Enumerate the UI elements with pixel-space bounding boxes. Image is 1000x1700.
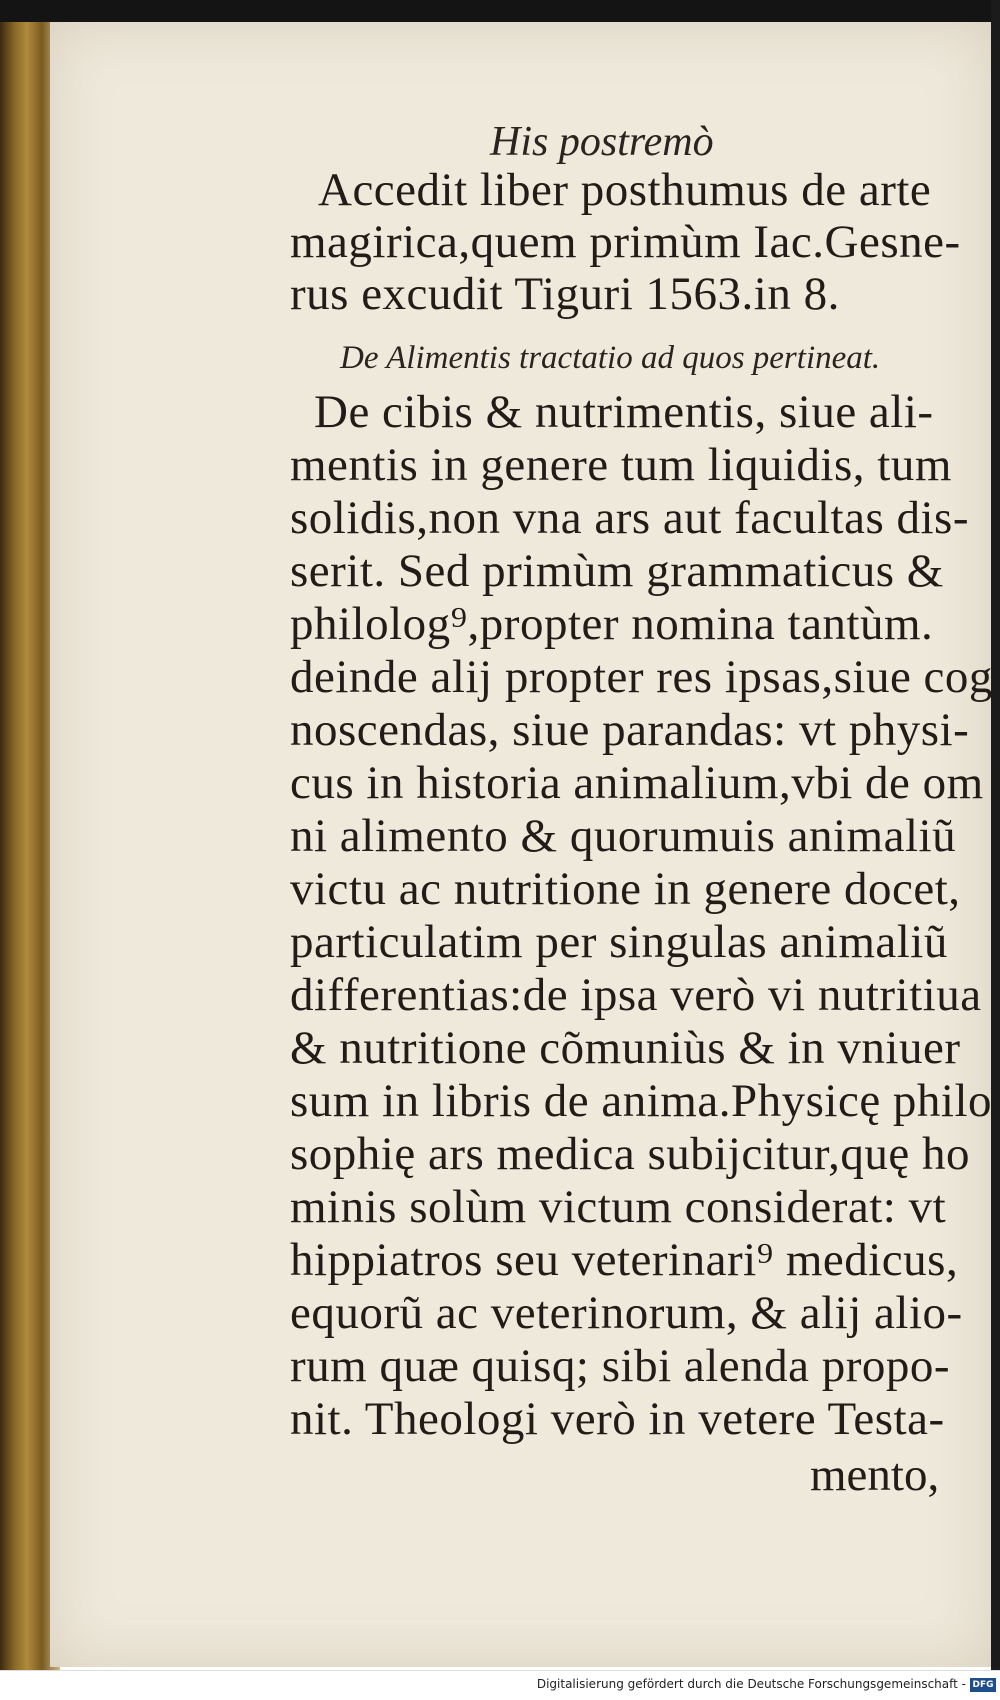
catchword: mento,	[810, 1449, 940, 1501]
text-line: minis solùm victum considerat: vt	[290, 1181, 947, 1233]
text-line: serit. Sed primùm grammaticus &	[290, 545, 944, 597]
running-head: His postremò	[490, 119, 714, 165]
text-line: deinde alij propter res ipsas,siue cog	[290, 651, 993, 703]
digitization-footer	[0, 1670, 1000, 1700]
text-line: & nutritione cõmuniùs & in vniuer	[290, 1022, 961, 1074]
text-line: ni alimento & quorumuis animaliũ	[290, 810, 957, 862]
text-line: cus in historia animalium,vbi de om	[290, 757, 984, 809]
text-line: solidis,non vna ars aut facultas dis-	[290, 492, 969, 544]
text-line: noscendas, siue parandas: vt physi-	[290, 704, 970, 756]
text-line: sophię ars medica subijcitur,quę ho	[290, 1128, 970, 1180]
scan-border-top	[0, 0, 1000, 22]
text-line: victu ac nutritione in genere docet,	[290, 863, 961, 915]
entry-line: magirica,quem primùm Iac.Gesne-	[290, 216, 961, 268]
text-line: De cibis & nutrimentis, siue ali-	[314, 386, 934, 438]
text-line: differentias:de ipsa verò vi nutritiua	[290, 969, 982, 1021]
text-line: equorũ ac veterinorum, & alij alio-	[290, 1287, 963, 1339]
text-line: philolog⁹,propter nomina tantùm.	[290, 598, 934, 650]
text-line: sum in libris de anima.Physicę philo	[290, 1075, 993, 1127]
text-line: nit. Theologi verò in vetere Testa-	[290, 1393, 945, 1445]
entry-line: rus excudit Tiguri 1563.in 8.	[290, 268, 840, 320]
footer-credit: Digitalisierung gefördert durch die Deutsche Forschungsgemeinschaft -	[536, 1677, 966, 1691]
text-line: particulatim per singulas animaliũ	[290, 916, 948, 968]
text-line: rum quæ quisq; sibi alenda propo-	[290, 1340, 951, 1392]
text-line: hippiatros seu veterinari⁹ medicus,	[290, 1234, 959, 1286]
dfg-logo: DFG	[970, 1678, 996, 1692]
text-line: mentis in genere tum liquidis, tum	[290, 439, 952, 491]
entry-line: Accedit liber posthumus de arte	[318, 164, 932, 216]
section-subheading: De Alimentis tractatio ad quos pertineat.	[340, 340, 881, 376]
